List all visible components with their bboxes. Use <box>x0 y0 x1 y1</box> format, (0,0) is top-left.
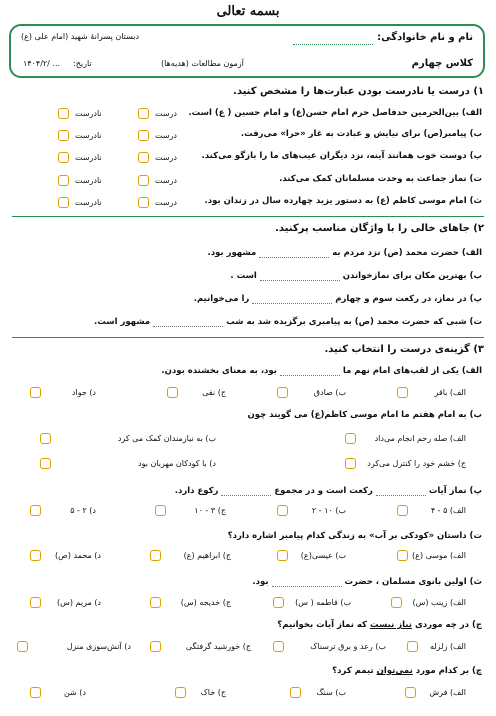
option-label: الف) موسی (ع) <box>412 551 466 560</box>
q2-item: الف) حضرت محمد (ص) نزد مردم به مشهور بود. <box>207 248 482 258</box>
q1-item: پ) دوست خوب همانند آینه، نزد دیگران عیب‌های ما را بازگو می‌کند. <box>201 151 482 161</box>
false-label: نادرست <box>75 176 102 185</box>
option-checkbox[interactable] <box>273 597 284 608</box>
option-checkbox[interactable] <box>345 458 356 469</box>
q1-item: ث) امام موسی کاظم (ع) به دستور یزید چهارده سال در زندان بود. <box>204 196 482 206</box>
q3b-stem: ب) به امام هفتم ما امام موسی کاظم(ع) می گویند چون <box>247 410 482 420</box>
option-label: ج) خورشید گرفتگی <box>185 642 251 651</box>
q1-item: الف) بین‌الحرمین حدفاصل حرم امام حسن(ع) و امام حسین ( ع) است. <box>188 108 482 118</box>
blank-field[interactable] <box>272 578 342 587</box>
option-checkbox[interactable] <box>273 641 284 652</box>
option-checkbox[interactable] <box>290 687 301 698</box>
true-label: درست <box>155 109 177 118</box>
school-name: دبستان پسرانهٔ شهید (امام علی (ع) <box>21 32 140 41</box>
class-label: کلاس چهارم <box>411 58 473 69</box>
true-checkbox[interactable] <box>138 152 149 163</box>
bismillah-title: بسمه تعالی <box>216 4 280 19</box>
blank-field[interactable] <box>376 487 426 496</box>
option-checkbox[interactable] <box>30 597 41 608</box>
q3a-stem: الف) یکی از لقب‌های امام نهم ما بود، به معنای بخشنده بودن. <box>161 366 482 376</box>
q2-item: پ) در نماز، در رکعت سوم و چهارم را می‌خوانیم. <box>193 294 482 304</box>
option-checkbox[interactable] <box>345 433 356 444</box>
option-checkbox[interactable] <box>30 387 41 398</box>
true-label: درست <box>155 176 177 185</box>
false-checkbox[interactable] <box>58 152 69 163</box>
option-checkbox[interactable] <box>397 550 408 561</box>
option-label: ج) ابراهیم (ع) <box>183 551 231 560</box>
blank-field[interactable] <box>252 295 332 304</box>
true-checkbox[interactable] <box>138 175 149 186</box>
option-label: د) شن <box>63 688 86 697</box>
option-checkbox[interactable] <box>150 641 161 652</box>
false-label: نادرست <box>75 198 102 207</box>
option-label: ب) ۱۰ - ۲ <box>311 506 346 515</box>
option-label: د) ۲ - ۵ <box>70 506 96 515</box>
option-checkbox[interactable] <box>175 687 186 698</box>
true-checkbox[interactable] <box>138 197 149 208</box>
false-checkbox[interactable] <box>58 175 69 186</box>
q2-heading: ۲) جاهای خالی را با واژگان مناسب پرکنید. <box>275 223 484 234</box>
option-label: ب) سنگ <box>316 688 346 697</box>
option-label: ج) ۳ - ۱۰ <box>194 506 226 515</box>
option-checkbox[interactable] <box>405 687 416 698</box>
option-checkbox[interactable] <box>150 550 161 561</box>
option-label: ب) عیسی(ع) <box>300 551 346 560</box>
option-checkbox[interactable] <box>30 687 41 698</box>
date-label: تاریخ: <box>73 59 92 68</box>
blank-field[interactable] <box>221 487 271 496</box>
true-checkbox[interactable] <box>138 108 149 119</box>
option-label: د) آتش‌سوزی منزل <box>66 642 131 651</box>
false-label: نادرست <box>75 131 102 140</box>
option-checkbox[interactable] <box>397 505 408 516</box>
option-checkbox[interactable] <box>277 505 288 516</box>
option-label: ج) خدیجه (س) <box>180 598 231 607</box>
option-checkbox[interactable] <box>155 505 166 516</box>
true-checkbox[interactable] <box>138 130 149 141</box>
q1-heading: ۱) درست یا نادرست بودن عبارت‌ها را مشخص کنید. <box>233 86 484 97</box>
option-label: د) مریم (س) <box>56 598 101 607</box>
true-label: درست <box>155 153 177 162</box>
exam-header <box>9 24 485 78</box>
option-checkbox[interactable] <box>30 550 41 561</box>
option-checkbox[interactable] <box>40 458 51 469</box>
option-label: ج) خشم خود را کنترل می‌کرد <box>367 459 466 468</box>
false-checkbox[interactable] <box>58 108 69 119</box>
blank-field[interactable] <box>260 272 340 281</box>
blank-field[interactable] <box>153 318 223 327</box>
divider <box>12 216 484 217</box>
option-label: ب) رعد و برق ترسناک <box>310 642 386 651</box>
subject-label: آزمون مطالعات (هدیه‌ها) <box>161 59 244 68</box>
false-label: نادرست <box>75 109 102 118</box>
option-label: الف) فرش <box>429 688 466 697</box>
option-label: د) جواد <box>71 388 96 397</box>
divider <box>12 337 484 338</box>
option-checkbox[interactable] <box>407 641 418 652</box>
option-label: د) با کودکان مهربان بود <box>138 459 216 468</box>
name-field[interactable] <box>293 44 373 45</box>
q3e-stem: ث) اولین بانوی مسلمان ، حضرت بود. <box>252 577 482 587</box>
q1-item: ب) پیامبر(ص) برای نیایش و عبادت به غار «حرا» می‌رفت. <box>240 129 482 139</box>
option-label: الف) باقر <box>434 388 466 397</box>
option-label: ج) نقی <box>202 388 226 397</box>
date-value: ۱۴۰۴/۲/ ... <box>23 59 61 68</box>
false-checkbox[interactable] <box>58 197 69 208</box>
q2-item: ب) بهترین مکان برای نمازخواندن است . <box>230 271 482 281</box>
option-checkbox[interactable] <box>397 387 408 398</box>
option-checkbox[interactable] <box>17 641 28 652</box>
option-label: ب) به نیازمندان کمک می کرد <box>117 434 216 443</box>
option-label: الف) زینب (س) <box>412 598 466 607</box>
q3d-stem: ت) داستان «کودکی بر آب» به زندگی کدام پیامبر اشاره دارد؟ <box>227 531 482 541</box>
option-checkbox[interactable] <box>277 387 288 398</box>
name-label: نام و نام خانوادگی: <box>377 32 473 43</box>
option-checkbox[interactable] <box>167 387 178 398</box>
true-label: درست <box>155 131 177 140</box>
option-label: الف) ۵ - ۴ <box>430 506 466 515</box>
option-label: د) محمد (ص) <box>55 551 101 560</box>
option-label: ب) صادق <box>313 388 346 397</box>
option-label: الف) صله رحم انجام می‌داد <box>374 434 466 443</box>
true-label: درست <box>155 198 177 207</box>
q2-item: ت) شبی که حضرت محمد (ص) به پیامبری برگزیده شد به شب مشهور است. <box>93 317 482 327</box>
q3g-stem: چ) بر کدام مورد نمی‌توان تیمم کرد؟ <box>332 666 482 676</box>
false-label: نادرست <box>75 153 102 162</box>
blank-field[interactable] <box>280 367 340 376</box>
q3c-stem: پ) نماز آیات رکعت است و در مجموع رکوع دارد. <box>174 486 482 496</box>
q3-heading: ۳) گزینه‌ی درست را انتخاب کنید. <box>324 344 484 355</box>
option-label: ج) خاک <box>200 688 226 697</box>
option-checkbox[interactable] <box>277 550 288 561</box>
q1-item: ت) نماز جماعت به وحدت مسلمانان کمک می‌کند. <box>279 174 482 184</box>
option-checkbox[interactable] <box>391 597 402 608</box>
option-checkbox[interactable] <box>150 597 161 608</box>
option-label: ب) فاطمه ( س) <box>295 598 351 607</box>
option-checkbox[interactable] <box>40 433 51 444</box>
blank-field[interactable] <box>259 249 329 258</box>
false-checkbox[interactable] <box>58 130 69 141</box>
option-checkbox[interactable] <box>30 505 41 516</box>
q3f-stem: ج) در چه موردی نیاز نیست که نماز آیات بخوانیم؟ <box>277 620 482 630</box>
option-label: الف) زلزله <box>429 642 466 651</box>
